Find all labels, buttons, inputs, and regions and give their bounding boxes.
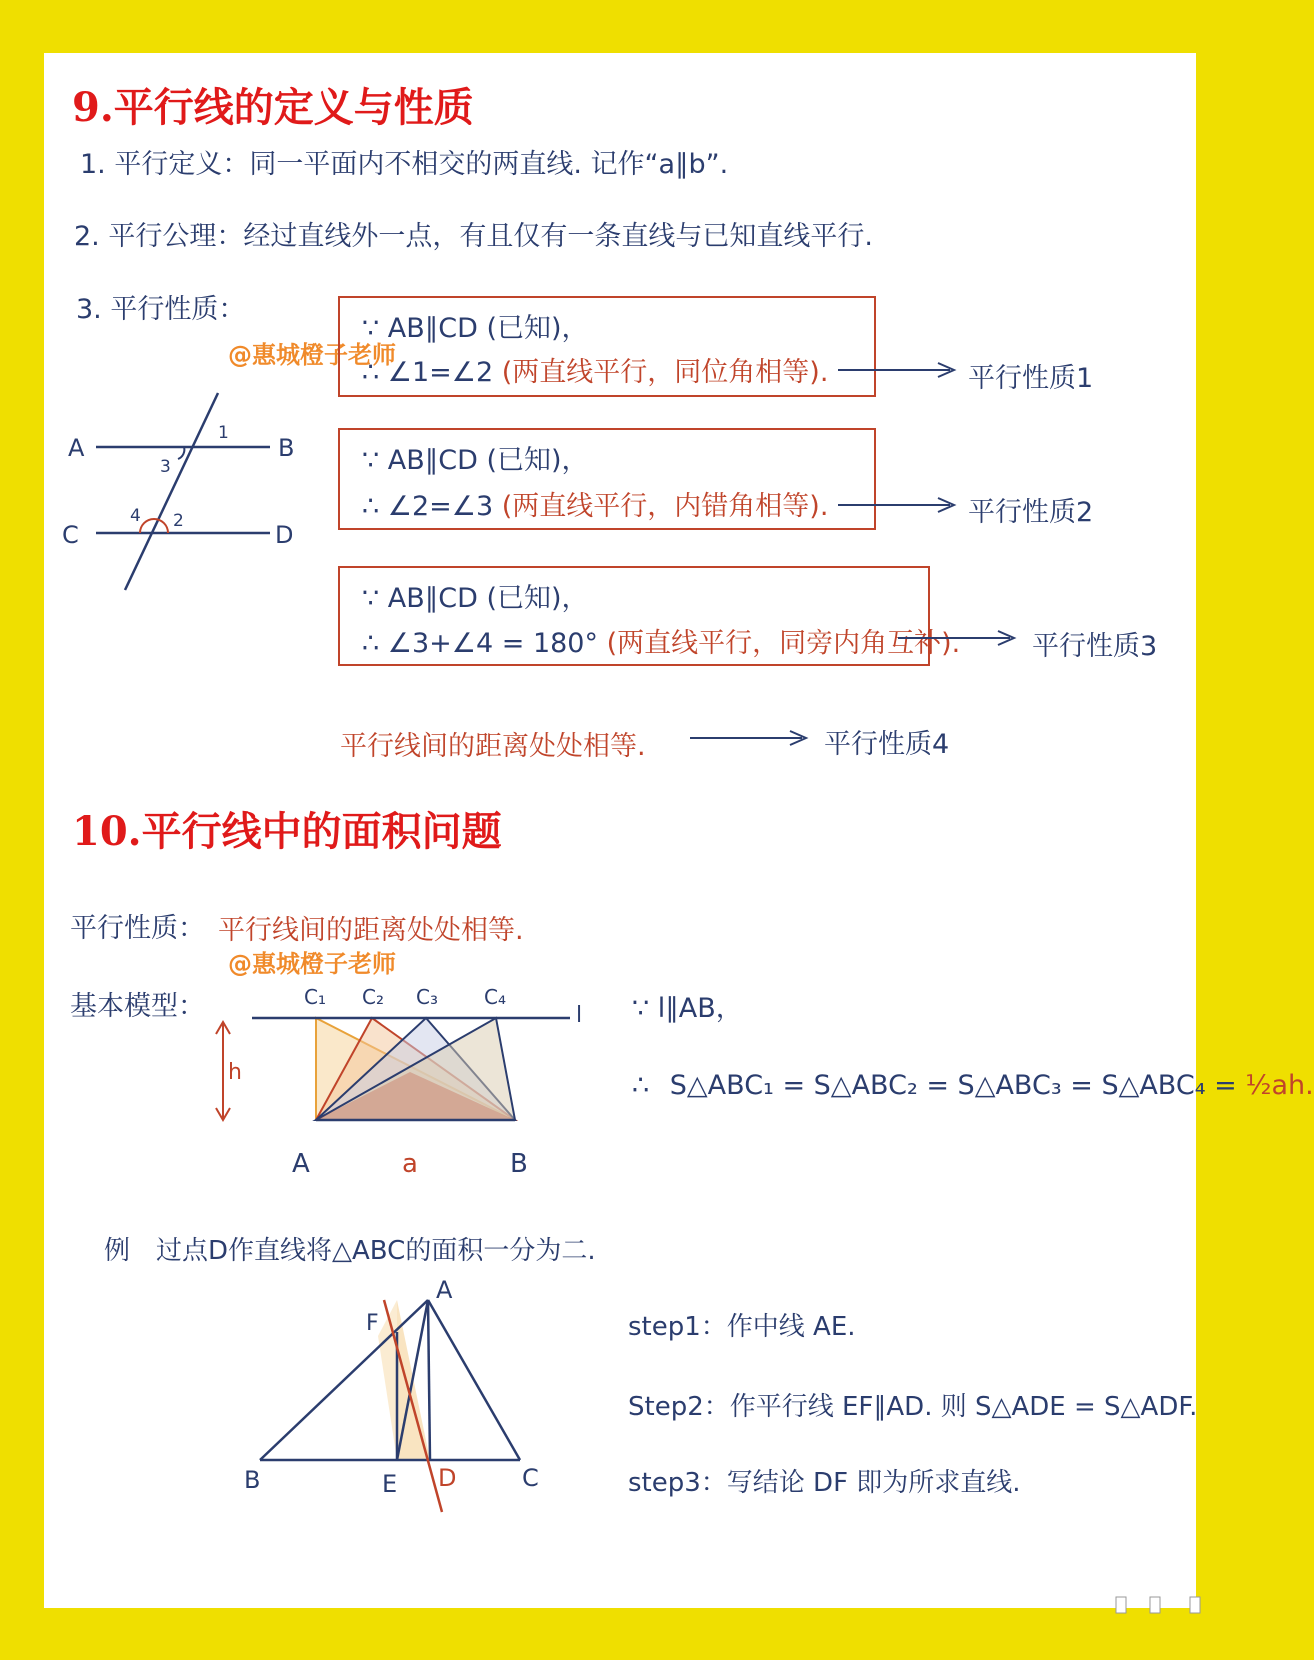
section10-title: 10.平行线中的面积问题 xyxy=(72,808,502,855)
segment-ad xyxy=(428,1300,430,1460)
label-c: C xyxy=(62,521,79,549)
arrow-3 xyxy=(898,628,1018,648)
model-label: 基本模型： xyxy=(70,991,205,1022)
angle-1: 1 xyxy=(218,423,229,443)
property2-box xyxy=(338,428,876,530)
property3-box xyxy=(338,566,961,666)
ex-label-f: F xyxy=(366,1311,379,1336)
label-b-point: B xyxy=(510,1149,528,1179)
ex-label-a: A xyxy=(436,1276,453,1304)
ex-label-d: D xyxy=(438,1464,457,1492)
arrow-1 xyxy=(838,360,958,380)
property3-label: 平行性质3 xyxy=(1032,631,1158,662)
label-a-length: a xyxy=(402,1149,418,1179)
model-premise: ∵ l∥AB， xyxy=(632,993,743,1024)
step2: Step2：作平行线 EF∥AD. 则 S△ADE = S△ADF. xyxy=(628,1392,1198,1422)
box2-conclusion: ∴ ∠2=∠3 xyxy=(362,491,494,522)
box1-premise: ∵ AB∥CD (已知)， xyxy=(362,313,589,344)
label-c2: C₂ xyxy=(362,985,384,1009)
section10-prop-label: 平行性质： xyxy=(70,913,205,944)
arrow-2 xyxy=(838,495,958,515)
property1-label: 平行性质1 xyxy=(968,363,1094,394)
definition-line: 1. 平行定义：同一平面内不相交的两直线. 记作“a∥b”. xyxy=(80,149,729,180)
label-c3: C₃ xyxy=(416,985,438,1009)
property4-text: 平行线间的距离处处相等. xyxy=(340,731,646,762)
angle-2: 2 xyxy=(173,511,184,531)
example-text: 例 过点D作直线将△ABC的面积一分为二. xyxy=(104,1236,596,1266)
label-h: h xyxy=(228,1060,242,1085)
box3-premise: ∵ AB∥CD (已知)， xyxy=(362,583,589,614)
ex-label-b: B xyxy=(244,1466,261,1494)
property-label: 3. 平行性质： xyxy=(76,294,246,325)
watermark-2: @惠城橙子老师 xyxy=(228,950,396,978)
label-c4: C₄ xyxy=(484,985,506,1009)
parallel-lines-figure xyxy=(60,385,300,595)
label-d: D xyxy=(275,521,294,549)
transversal xyxy=(125,393,218,590)
step3: step3：写结论 DF 即为所求直线. xyxy=(628,1468,1021,1498)
corner-logo-icon xyxy=(1110,1594,1240,1616)
section10-prop-text: 平行线间的距离处处相等. xyxy=(218,915,524,946)
box2-reason: (两直线平行，内错角相等). xyxy=(501,491,829,522)
box1-conclusion: ∴ ∠1=∠2 xyxy=(362,357,494,388)
property1-box xyxy=(338,296,876,397)
ex-label-c: C xyxy=(522,1464,539,1492)
step1: step1：作中线 AE. xyxy=(628,1312,856,1342)
area-model-figure xyxy=(200,980,600,1180)
label-c1: C₁ xyxy=(304,985,326,1009)
angle-4: 4 xyxy=(130,506,141,526)
label-b: B xyxy=(278,434,295,462)
area-equation: S△ABC₁ = S△ABC₂ = S△ABC₃ = S△ABC₄ = xyxy=(669,1070,1237,1101)
ex-label-e: E xyxy=(382,1470,398,1498)
box3-reason: (两直线平行，同旁内角互补). xyxy=(606,628,961,659)
property2-label: 平行性质2 xyxy=(968,497,1094,528)
side-ac xyxy=(428,1300,520,1460)
box2-premise: ∵ AB∥CD (已知)， xyxy=(362,445,589,476)
angle-3: 3 xyxy=(160,457,171,477)
label-a-point: A xyxy=(292,1149,310,1179)
example-figure xyxy=(230,1270,550,1520)
label-a: A xyxy=(68,434,85,462)
therefore-symbol: ∴ xyxy=(632,1070,650,1101)
watermark: @惠城橙子老师 xyxy=(228,341,396,369)
section9-title: 9.平行线的定义与性质 xyxy=(72,84,474,131)
box3-conclusion: ∴ ∠3+∠4 = 180° xyxy=(362,628,598,659)
axiom-line: 2. 平行公理：经过直线外一点，有且仅有一条直线与已知直线平行. xyxy=(74,221,873,252)
label-l: l xyxy=(576,1003,583,1028)
property4-label: 平行性质4 xyxy=(824,729,950,760)
area-result: ½ah. xyxy=(1245,1070,1314,1101)
arrow-4 xyxy=(690,728,810,748)
box1-reason: (两直线平行，同位角相等). xyxy=(501,357,829,388)
model-conclusion xyxy=(632,1070,1314,1101)
